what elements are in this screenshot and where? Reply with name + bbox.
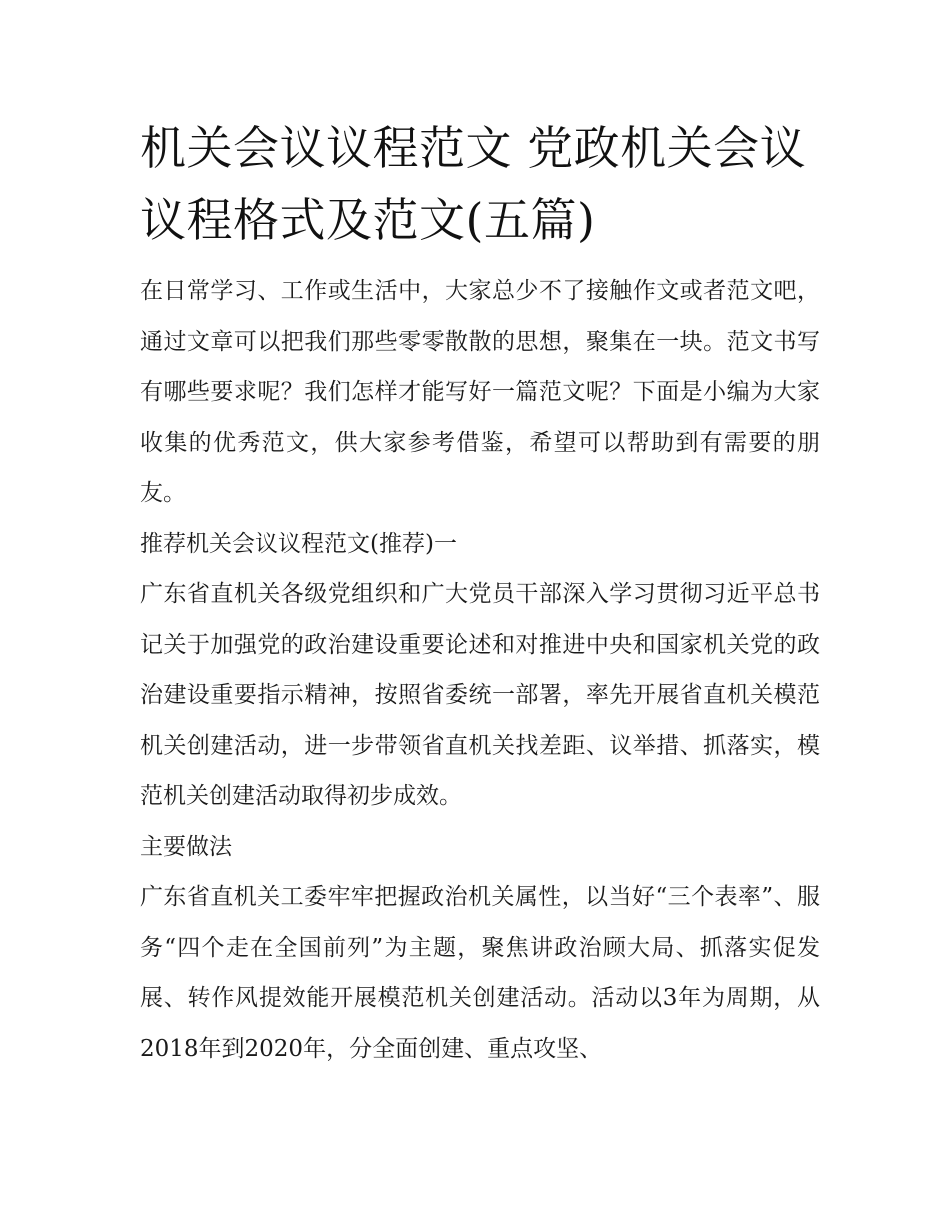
intro-paragraph: 在日常学习、工作或生活中，大家总少不了接触作文或者范文吧，通过文章可以把我们那些零零散散的思想，聚集在一块。范文书写有哪些要求呢？我们怎样才能写好一篇范文呢？下面是小编为大家收集的优秀范文，供大家参考借鉴，希望可以帮助到有需要的朋友。 xyxy=(140,278,820,506)
document-page xyxy=(140,112,820,1074)
document-title: 机关会议议程范文 党政机关会议议程格式及范文(五篇) xyxy=(140,121,807,247)
section-heading-main-practices: 主要做法 xyxy=(140,833,232,860)
section-heading-recommended: 推荐机关会议议程范文(推荐)一 xyxy=(140,530,457,557)
body-paragraph: 广东省直机关工委牢牢把握政治机关属性，以当好“三个表率”、服务“四个走在全国前列”为主题，聚焦讲政治顾大局、抓落实促发展、转作风提效能开展模范机关创建活动。活动以3年为周期，从2018年到2020年，分全面创建、重点攻坚、 xyxy=(140,884,820,1062)
body-paragraph: 广东省直机关各级党组织和广大党员干部深入学习贯彻习近平总书记关于加强党的政治建设重要论述和对推进中央和国家机关党的政治建设重要指示精神，按照省委统一部署，率先开展省直机关模范机关创建活动，进一步带领省直机关找差距、议举措、抓落实，模范机关创建活动取得初步成效。 xyxy=(140,581,820,809)
